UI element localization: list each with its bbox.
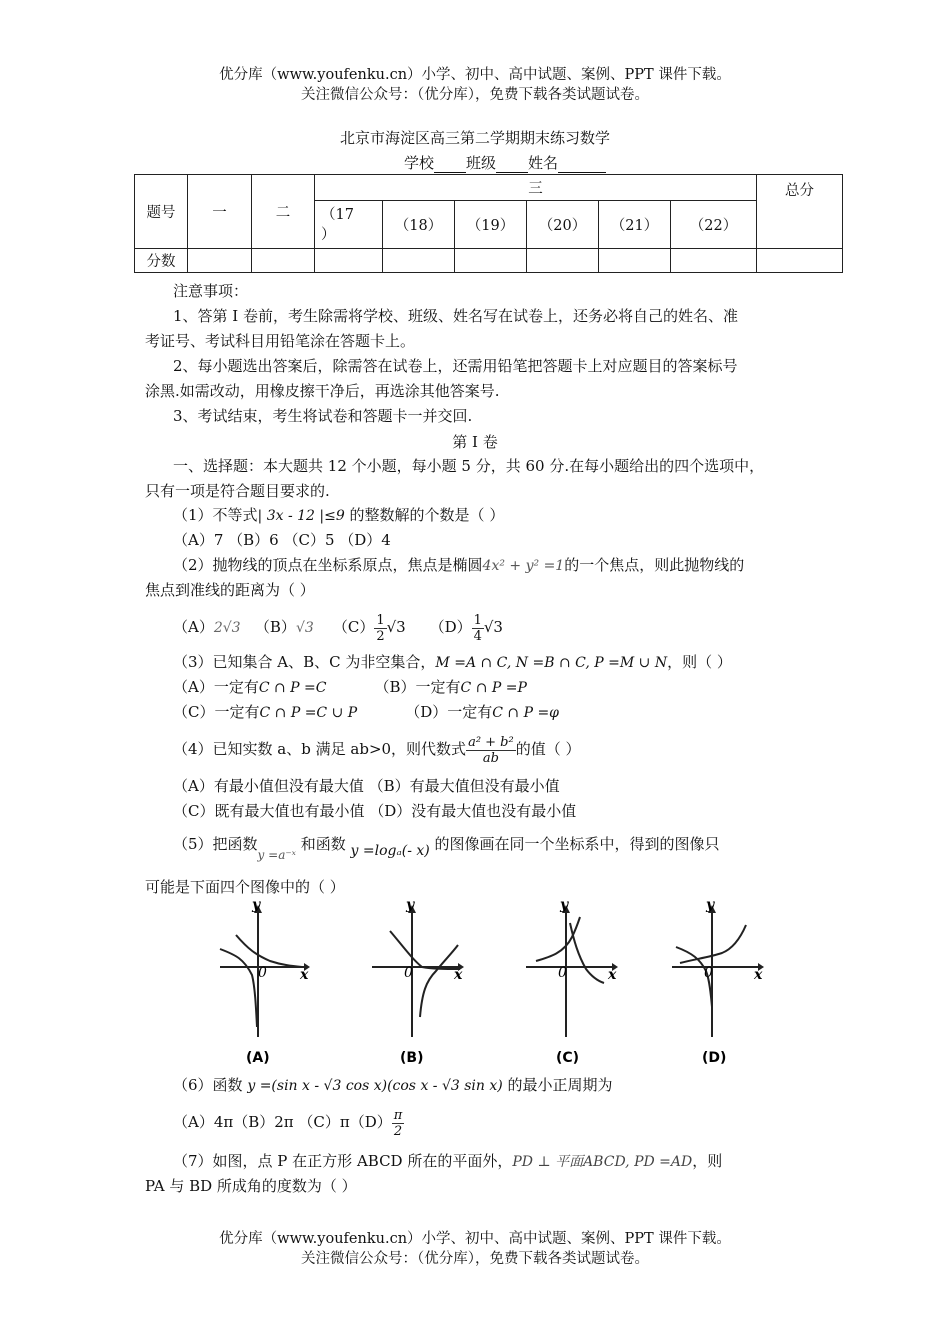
q5-function-2: y =logₐ(- x) bbox=[350, 843, 430, 859]
y-label: y bbox=[252, 897, 261, 913]
school-label: 学校 bbox=[404, 154, 435, 172]
score-cell[interactable] bbox=[757, 249, 843, 273]
x-label: x bbox=[454, 967, 463, 983]
col-q20: （20） bbox=[527, 201, 599, 249]
q2-option-c: （C） bbox=[332, 618, 375, 636]
exam-title: 北京市海淀区高三第二学期期末练习数学 bbox=[339, 129, 610, 147]
q2-option-d: （D） bbox=[429, 618, 472, 636]
y-label: y bbox=[406, 897, 415, 913]
x-label: x bbox=[300, 967, 309, 983]
q1-stem-pre: （1）不等式 bbox=[173, 506, 258, 524]
graph-label-c: (C) bbox=[556, 1050, 580, 1066]
col-q18: （18） bbox=[383, 201, 455, 249]
q6-frac-d-num: π bbox=[393, 1107, 403, 1123]
q7-stem-2: PA 与 BD 所成角的度数为（ ） bbox=[145, 1177, 357, 1195]
curve-log bbox=[420, 945, 458, 1017]
score-cell[interactable] bbox=[599, 249, 671, 273]
col-q22: （22） bbox=[671, 201, 757, 249]
q1-expression: | 3x - 12 |≤9 bbox=[257, 508, 345, 524]
q3-expression: M =A ∩ C, N =B ∩ C, P =M ∪ N bbox=[435, 655, 668, 671]
col-q19: （19） bbox=[455, 201, 527, 249]
q1-stem bbox=[173, 505, 838, 526]
volume-title: 第 I 卷 bbox=[452, 433, 498, 451]
origin-label: 0 bbox=[258, 965, 267, 981]
q2-frac-c-num: 1 bbox=[376, 612, 385, 628]
curve-log bbox=[220, 949, 257, 1027]
origin-label: 0 bbox=[558, 965, 567, 981]
x-label: x bbox=[754, 967, 763, 983]
q2-frac-d-den: 4 bbox=[473, 628, 482, 644]
notice-1b: 考证号、考试科目用铅笔涂在答题卡上。 bbox=[145, 332, 416, 350]
q6-options bbox=[173, 1104, 838, 1140]
q2-value-a: 2√3 bbox=[213, 620, 241, 636]
q3-expr-b: C ∩ P =P bbox=[460, 680, 527, 696]
q2-rad-c: √3 bbox=[386, 618, 406, 636]
q3-stem-pre: （3）已知集合 A、B、C 为非空集合， bbox=[173, 653, 436, 671]
q2-value-b: √3 bbox=[295, 620, 314, 636]
q5-stem bbox=[173, 826, 838, 863]
col-section-one: 一 bbox=[188, 175, 252, 249]
q3-stem-post: ，则（ ） bbox=[667, 653, 732, 671]
q6-frac-d-den: 2 bbox=[393, 1123, 403, 1139]
graph-a bbox=[212, 897, 332, 1072]
q2-frac-c-den: 2 bbox=[376, 628, 385, 644]
score-cell[interactable] bbox=[315, 249, 383, 273]
score-cell[interactable] bbox=[671, 249, 757, 273]
q5-stem-2: 可能是下面四个图像中的（ ） bbox=[145, 878, 345, 896]
q4-fraction bbox=[466, 735, 516, 766]
graph-label-a: (A) bbox=[246, 1050, 270, 1066]
score-cell[interactable] bbox=[188, 249, 252, 273]
header-line-2: 关注微信公众号：（优分库），免费下载各类试题试卷。 bbox=[301, 87, 649, 103]
q6-expression: y =(sin x - √3 cos x)(cos x - √3 sin x) bbox=[247, 1078, 503, 1094]
class-label: 班级 bbox=[466, 154, 497, 172]
q7-stem bbox=[173, 1151, 838, 1172]
notice-2b: 涂黑.如需改动，用橡皮擦干净后，再选涂其他答案号. bbox=[145, 382, 500, 400]
q2-stem bbox=[173, 555, 838, 576]
q4-stem bbox=[173, 732, 838, 766]
q17-label-b: ） bbox=[321, 226, 336, 243]
score-cell[interactable] bbox=[383, 249, 455, 273]
q7-expression: PD ⊥ 平面ABCD, PD =AD bbox=[512, 1154, 693, 1170]
name-label: 姓名 bbox=[528, 154, 559, 172]
score-table bbox=[134, 174, 843, 273]
q3-expr-a: C ∩ P =C bbox=[258, 680, 327, 696]
q4-options-cd: （C）既有最大值也有最小值 （D）没有最大值也没有最小值 bbox=[173, 802, 577, 820]
q5-stem-pre: （5）把函数 bbox=[173, 835, 258, 853]
y-label: y bbox=[706, 897, 715, 913]
q6-stem bbox=[173, 1075, 838, 1096]
col-section-three: 三 bbox=[315, 175, 757, 201]
q2-expression: 4x² + y² =1 bbox=[482, 558, 565, 574]
q2-fraction-d bbox=[472, 613, 484, 644]
q2-fraction-c bbox=[374, 613, 386, 644]
q2-option-b: （B） bbox=[254, 618, 296, 636]
curve-exp bbox=[390, 931, 460, 969]
row-label-question: 题号 bbox=[135, 175, 188, 249]
q2-options bbox=[173, 610, 838, 645]
q4-stem-post: 的值（ ） bbox=[515, 740, 581, 758]
notice-1a: 1、答第 I 卷前，考生除需将学校、班级、姓名写在试卷上，还务必将自己的姓名、准 bbox=[173, 307, 739, 325]
graph-label-b: (B) bbox=[400, 1050, 424, 1066]
graph-label-d: (D) bbox=[702, 1050, 727, 1066]
q7-stem-post: ，则 bbox=[692, 1152, 723, 1170]
notice-title: 注意事项： bbox=[173, 282, 249, 300]
q3-option-c: （C）一定有 bbox=[173, 703, 260, 721]
q2-stem-post: 的一个焦点，则此抛物线的 bbox=[564, 556, 745, 574]
col-q21: （21） bbox=[599, 201, 671, 249]
student-info-line bbox=[404, 152, 606, 173]
q2-stem-2: 焦点到准线的距离为（ ） bbox=[145, 581, 315, 599]
q6-stem-pre: （6）函数 bbox=[173, 1076, 243, 1094]
q2-option-a: （A） bbox=[173, 618, 214, 636]
q3-options-cd bbox=[173, 702, 838, 723]
q5-stem-post: 的图像画在同一个坐标系中，得到的图像只 bbox=[434, 835, 720, 853]
q3-option-b: （B）一定有 bbox=[374, 678, 461, 696]
y-label: y bbox=[560, 897, 569, 913]
row-label-score: 分数 bbox=[135, 249, 188, 273]
col-section-two: 二 bbox=[252, 175, 315, 249]
name-blank[interactable] bbox=[558, 156, 606, 173]
q6-fraction-d bbox=[392, 1108, 405, 1139]
q2-stem-pre: （2）抛物线的顶点在坐标系原点，焦点是椭圆 bbox=[173, 556, 483, 574]
q1-stem-post: 的整数解的个数是（ ） bbox=[344, 506, 505, 524]
q17-label: （17 bbox=[321, 206, 354, 223]
school-blank[interactable] bbox=[434, 156, 466, 173]
q5-mid: 和函数 bbox=[300, 835, 346, 853]
notice-3: 3、考试结束，考生将试卷和答题卡一并交回. bbox=[173, 407, 473, 425]
q6-options-text: （A）4π（B）2π （C）π（D） bbox=[173, 1113, 392, 1131]
q3-option-a: （A）一定有 bbox=[173, 678, 259, 696]
q1-options: （A）7 （B）6 （C）5 （D）4 bbox=[173, 531, 391, 549]
q3-options-ab bbox=[173, 677, 838, 698]
col-total: 总分 bbox=[757, 175, 843, 249]
q3-expr-c: C ∩ P =C ∪ P bbox=[259, 705, 358, 721]
q6-stem-post: 的最小正周期为 bbox=[507, 1076, 613, 1094]
q2-frac-d-num: 1 bbox=[473, 612, 482, 628]
footer-line-1: 优分库（www.youfenku.cn）小学、初中、高中试题、案例、PPT 课件下载。 bbox=[219, 1231, 731, 1247]
q3-expr-d: C ∩ P =φ bbox=[492, 705, 559, 721]
q3-option-d: （D）一定有 bbox=[405, 703, 493, 721]
score-cell[interactable] bbox=[455, 249, 527, 273]
q3-stem bbox=[173, 652, 838, 673]
score-cell[interactable] bbox=[527, 249, 599, 273]
header-line-1: 优分库（www.youfenku.cn）小学、初中、高中试题、案例、PPT 课件下载。 bbox=[219, 67, 731, 83]
q5-function-1: y =a⁻ˣ bbox=[257, 848, 296, 862]
curve-exp bbox=[236, 935, 302, 967]
origin-label: 0 bbox=[404, 965, 413, 981]
score-cell[interactable] bbox=[252, 249, 315, 273]
q2-rad-d: √3 bbox=[483, 618, 503, 636]
q4-stem-pre: （4）已知实数 a、b 满足 ab>0，则代数式 bbox=[173, 740, 467, 758]
graph-d bbox=[666, 897, 786, 1072]
class-blank[interactable] bbox=[496, 156, 528, 173]
section1-intro-a: 一、选择题：本大题共 12 个小题，每小题 5 分，共 60 分.在每小题给出的四个选项中， bbox=[173, 457, 765, 475]
footer-line-2: 关注微信公众号：（优分库），免费下载各类试题试卷。 bbox=[301, 1251, 649, 1267]
col-q17 bbox=[315, 201, 383, 249]
x-label: x bbox=[608, 967, 617, 983]
q4-options-ab: （A）有最小值但没有最大值 （B）有最大值但没有最小值 bbox=[173, 777, 560, 795]
notice-2a: 2、每小题选出答案后，除需答在试卷上，还需用铅笔把答题卡上对应题目的答案标号 bbox=[173, 357, 738, 375]
q7-stem-pre: （7）如图，点 P 在正方形 ABCD 所在的平面外， bbox=[173, 1152, 513, 1170]
graph-b bbox=[366, 897, 486, 1072]
q4-frac-num: a² + b² bbox=[468, 734, 514, 750]
section1-intro-b: 只有一项是符合题目要求的. bbox=[145, 482, 330, 500]
q4-frac-den: ab bbox=[482, 750, 499, 766]
origin-label: 0 bbox=[704, 965, 713, 981]
graph-c bbox=[520, 897, 640, 1072]
